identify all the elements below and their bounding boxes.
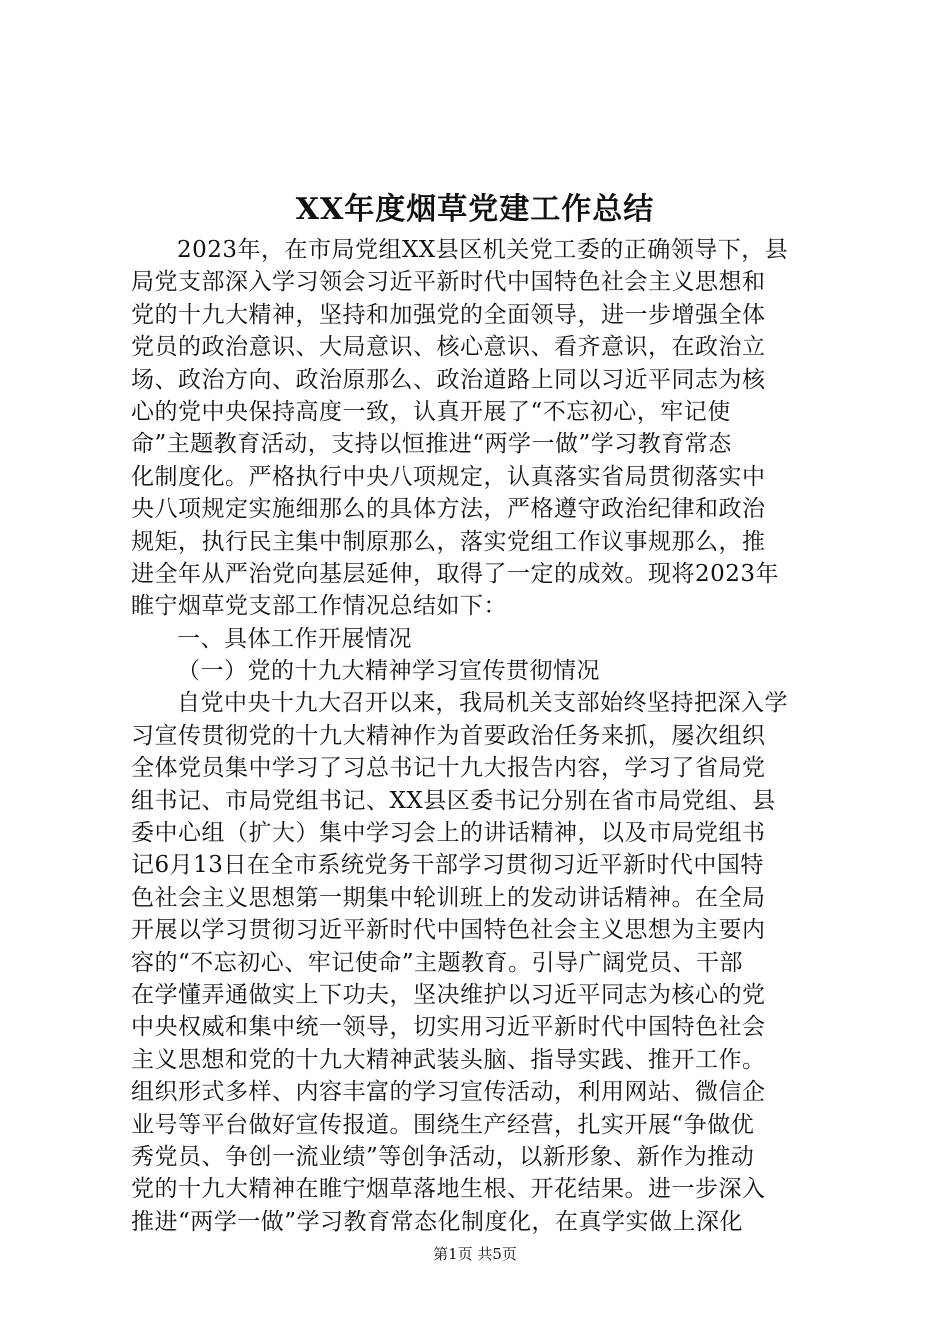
text-line: 2023年，在市局党组XX县区机关党工委的正确领导下，县 <box>177 237 789 263</box>
text-line: 一、具体工作开展情况 <box>177 625 412 652</box>
text-line: 在学懂弄通做实上下功夫，坚决维护以习近平同志为核心的党 <box>131 981 766 1008</box>
page-number: 第1页 共5页 <box>433 1245 517 1263</box>
text-line: 规矩，执行民主集中制原那么，落实党组工作议事规那么，推 <box>131 528 766 555</box>
text-line: 记6月13日在全市系统党务干部学习贯彻习近平新时代中国特 <box>131 852 764 879</box>
text-line: 命”主题教育活动，支持以恒推进“两学一做”学习教育常态 <box>131 431 732 458</box>
text-line: 局党支部深入学习领会习近平新时代中国特色社会主义思想和 <box>131 269 766 296</box>
text-line: 委中心组（扩大）集中学习会上的讲话精神，以及市局党组书 <box>131 820 766 847</box>
text-line: 色社会主义思想第一期集中轮训班上的发动讲话精神。在全局 <box>131 884 766 911</box>
text-line: 开展以学习贯彻习近平新时代中国特色社会主义思想为主要内 <box>131 917 766 944</box>
text-line: 睢宁烟草党支部工作情况总结如下： <box>131 593 507 620</box>
text-line: 组织形式多样、内容丰富的学习宣传活动，利用网站、微信企 <box>131 1079 766 1106</box>
text-line: 中央权威和集中统一领导，切实用习近平新时代中国特色社会 <box>131 1014 766 1041</box>
text-line: 容的“不忘初心、牢记使命”主题教育。引导广阔党员、干部 <box>131 949 744 976</box>
text-line: 主义思想和党的十九大精神武装头脑、指导实践、推开工作。 <box>131 1046 766 1073</box>
text-line: 心的党中央保持高度一致，认真开展了“不忘初心，牢记使 <box>131 398 731 425</box>
text-line: 党员的政治意识、大局意识、核心意识、看齐意识，在政治立 <box>131 334 766 361</box>
text-line: 秀党员、争创一流业绩”等创争活动，以新形象、新作为推动 <box>131 1143 755 1170</box>
text-line: （一）党的十九大精神学习宣传贯彻情况 <box>177 658 600 685</box>
text-line: 党的十九大精神，坚持和加强党的全面领导，进一步增强全体 <box>131 301 766 328</box>
text-line: 习宣传贯彻党的十九大精神作为首要政治任务来抓，屡次组织 <box>131 722 766 749</box>
text-line: 党的十九大精神在睢宁烟草落地生根、开花结果。进一步深入 <box>131 1176 766 1203</box>
text-line: 组书记、市局党组书记、XX县区委书记分别在省市局党组、县 <box>131 787 776 814</box>
text-line: 推进“两学一做”学习教育常态化制度化，在真学实做上深化 <box>131 1208 744 1235</box>
text-line: 自党中央十九大召开以来，我局机关支部始终坚持把深入学 <box>177 690 788 717</box>
text-line: 业号等平台做好宣传报道。围绕生产经营，扎实开展“争做优 <box>131 1111 755 1138</box>
text-line: 央八项规定实施细那么的具体方法，严格遵守政治纪律和政治 <box>131 496 766 523</box>
text-line: 化制度化。严格执行中央八项规定，认真落实省局贯彻落实中 <box>131 463 766 490</box>
text-line: 场、政治方向、政治原那么、政治道路上同以习近平同志为核 <box>131 366 766 393</box>
text-line: 进全年从严治党向基层延伸，取得了一定的成效。现将2023年 <box>131 560 780 587</box>
document-body <box>131 234 831 1238</box>
document-title: XX年度烟草党建工作总结 <box>295 192 655 227</box>
text-line: 全体党员集中学习了习总书记十九大报告内容，学习了省局党 <box>131 755 766 782</box>
